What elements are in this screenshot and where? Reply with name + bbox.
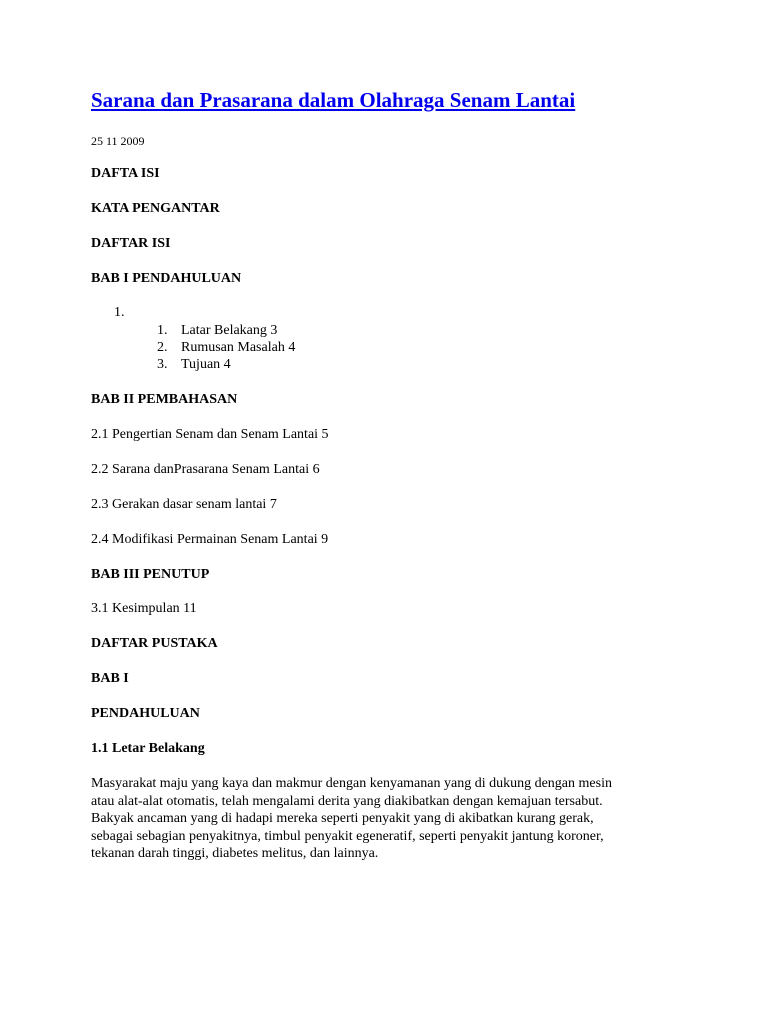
paragraph-line: tekanan darah tinggi, diabetes melitus, dan lainnya. <box>91 846 379 862</box>
toc-sub-item <box>157 323 277 339</box>
toc-bab2-item: 2.2 Sarana danPrasarana Senam Lantai 6 <box>91 462 320 477</box>
chapter-name: PENDAHULUAN <box>91 706 200 721</box>
toc-sub-item <box>157 340 295 356</box>
toc-sub-item-number: 1. <box>157 323 168 338</box>
toc-sub-item-label: Latar Belakang 3 <box>181 323 278 338</box>
body-paragraph <box>91 775 691 863</box>
paragraph-line: sebagai sebagian penyakitnya, timbul penyakit egeneratif, seperti penyakit jantung koroner, <box>91 828 604 844</box>
toc-bab1-heading: BAB I PENDAHULUAN <box>91 271 242 286</box>
toc-bab3-heading: BAB III PENUTUP <box>91 567 210 582</box>
toc-bab2-item: 2.4 Modifikasi Permainan Senam Lantai 9 <box>91 532 329 547</box>
toc-bab2-heading: BAB II PEMBAHASAN <box>91 392 238 407</box>
toc-sub-item <box>157 357 231 373</box>
post-date: 25 11 2009 <box>91 134 145 148</box>
toc-sub-item-number: 3. <box>157 357 168 372</box>
toc-sub-item-label: Rumusan Masalah 4 <box>181 340 296 355</box>
paragraph-line: Bakyak ancaman yang di hadapi mereka seperti penyakit yang di akibatkan kurang gerak, <box>91 811 594 827</box>
toc-kata-pengantar: KATA PENGANTAR <box>91 201 220 216</box>
toc-outer-list-number: 1. <box>114 305 125 320</box>
toc-sub-item-number: 2. <box>157 340 168 355</box>
toc-daftar-pustaka: DAFTAR PUSTAKA <box>91 636 218 651</box>
toc-daftar-isi: DAFTAR ISI <box>91 236 171 251</box>
toc-sub-item-label: Tujuan 4 <box>181 357 231 372</box>
paragraph-line: Masyarakat maju yang kaya dan makmur dengan kenyamanan yang di dukung dengan mesin <box>91 776 612 791</box>
toc-bab3-item: 3.1 Kesimpulan 11 <box>91 601 197 616</box>
paragraph-line: atau alat-alat otomatis, telah mengalami derita yang diakibatkan dengan kemajuan tersabut. <box>91 793 603 809</box>
article-title-link[interactable]: Sarana dan Prasarana dalam Olahraga Senam Lantai <box>91 88 576 112</box>
section-heading: 1.1 Letar Belakang <box>91 741 205 756</box>
toc-bab2-item: 2.1 Pengertian Senam dan Senam Lantai 5 <box>91 427 329 442</box>
toc-bab2-item: 2.3 Gerakan dasar senam lantai 7 <box>91 497 277 512</box>
chapter-label: BAB I <box>91 671 129 686</box>
toc-dafta-isi: DAFTA ISI <box>91 166 160 181</box>
